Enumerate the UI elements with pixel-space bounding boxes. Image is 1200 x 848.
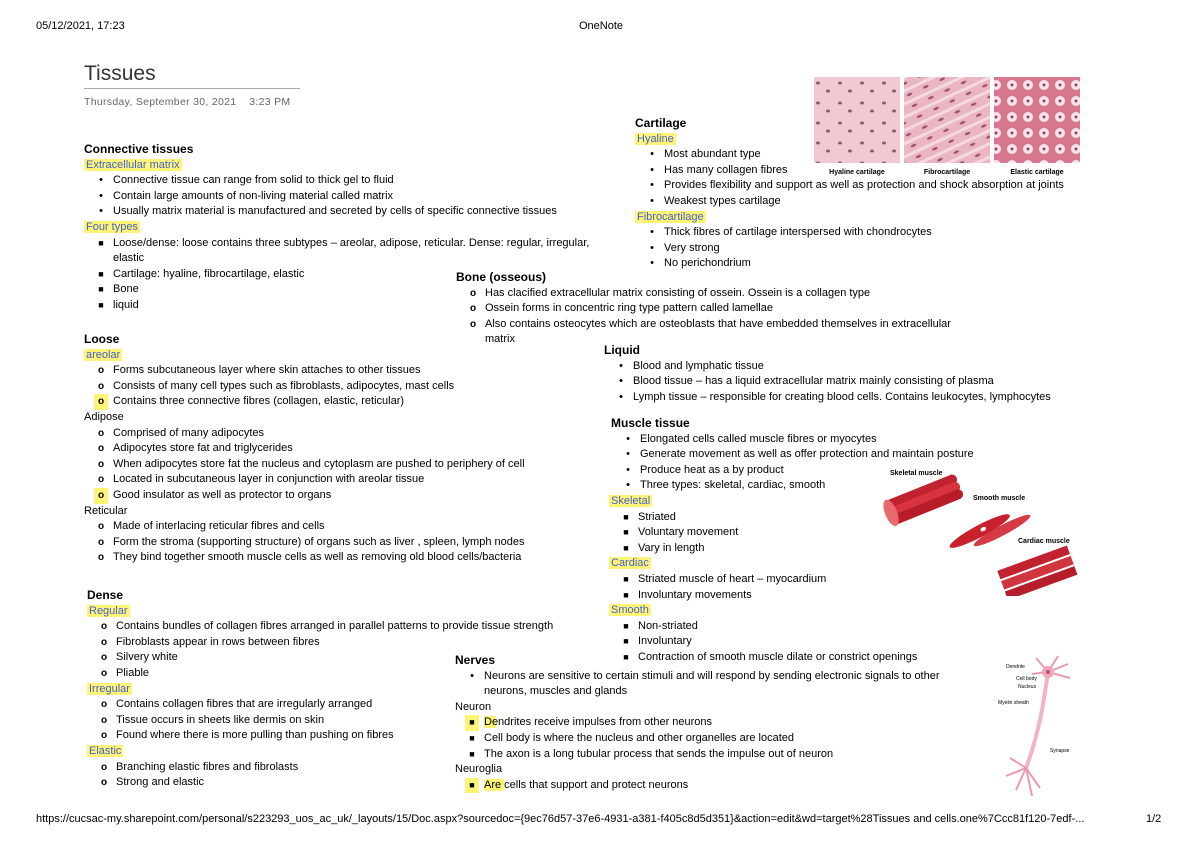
nucleus-caption: Nucleus	[1018, 684, 1037, 690]
list-item: o When adipocytes store fat the nucleus and cytoplasm are pushed to periphery of cell	[97, 457, 525, 470]
list-item: ■ Non-striated	[623, 619, 698, 632]
list-item-text: Are cells that support and protect neurons	[484, 778, 689, 791]
list-item: ■ Involuntary movements	[623, 588, 752, 601]
list-item: • Elongated cells called muscle fibres or myocytes	[626, 432, 877, 445]
list-item-text: Voluntary movement	[638, 526, 739, 539]
list-item: ■ Vary in length	[623, 541, 705, 554]
list-item: o Contains collagen fibres that are irregularly arranged	[100, 698, 373, 711]
list-item: o Contains bundles of collagen fibres arranged in parallel patterns to provide tissue strength	[100, 620, 554, 633]
synapse-caption: Synapse	[1050, 748, 1070, 754]
cell-body-caption: Cell body	[1016, 676, 1037, 682]
list-item-text: Contraction of smooth muscle dilate or constrict openings	[638, 650, 918, 663]
neuroglia-list	[455, 778, 995, 794]
list-item: o Ossein forms in concentric ring type pattern called lamellae	[469, 302, 773, 315]
connective-title: Connective tissues	[84, 142, 194, 156]
list-item-text: Forms subcutaneous layer where skin attaches to other tissues	[113, 364, 421, 377]
list-item-text: Elongated cells called muscle fibres or myocytes	[640, 432, 877, 445]
fibrocartilage-label-text: Fibrocartilage	[637, 210, 704, 223]
list-item: • Thick fibres of cartilage interspersed with chondrocytes	[650, 226, 932, 239]
list-item-text: Very strong	[664, 241, 720, 254]
adipose-list	[84, 426, 584, 504]
list-item: o Branching elastic fibres and fibrolasts	[100, 760, 299, 773]
list-item: ■ Contraction of smooth muscle dilate or constrict openings	[623, 650, 918, 663]
list-item-text: Usually matrix material is manufactured and secreted by cells of specific connective tissues	[113, 205, 557, 218]
skeletal-muscle-drawing	[880, 472, 965, 528]
list-item-text: Comprised of many adipocytes	[113, 426, 265, 439]
liquid-list	[604, 359, 1124, 406]
list-item-text: Generate movement as well as offer protection and maintain posture	[640, 448, 974, 461]
list-item-text: Blood tissue – has a liquid extracellular matrix mainly consisting of plasma	[633, 375, 994, 388]
areolar-list	[84, 363, 584, 410]
areolar-label-text: areolar	[86, 348, 121, 361]
list-item: ■ Involuntary	[623, 635, 692, 648]
nerves-list	[455, 669, 995, 700]
list-item: • Generate movement as well as offer protection and maintain posture	[626, 448, 974, 461]
list-item: o Good insulator as well as protector to organs	[84, 488, 584, 504]
list-item: • Produce heat as a by product	[626, 463, 784, 476]
skeletal-label-text: Skeletal	[611, 495, 651, 507]
list-item-text: Contains bundles of collagen fibres arranged in parallel patterns to provide tissue strength	[116, 620, 554, 633]
list-item-text: Adipocytes store fat and triglycerides	[113, 442, 293, 455]
liquid-title: Liquid	[604, 343, 640, 357]
print-url[interactable]: https://cucsac-my.sharepoint.com/personal/s223293_uos_ac_uk/_layouts/15/Doc.aspx?sourcedoc={9ec76d57-37e6-4931-a381-f405c8d5d351}&action=edit&wd=target%28Tissues and cells.one%7Ccc81f120-7edf-...	[36, 813, 1085, 825]
fibrocartilage-micrograph	[904, 77, 990, 163]
list-item: • Provides flexibility and support as well as protection and shock absorption at joints	[650, 179, 1064, 192]
list-item-text: Provides flexibility and support as well as protection and shock absorption at joints	[664, 179, 1064, 192]
page-date-text: Thursday, September 30, 2021	[84, 96, 237, 108]
smooth-muscle-drawing	[947, 501, 1033, 560]
list-item-text: Cartilage: hyaline, fibrocartilage, elastic	[113, 267, 305, 280]
dendrite-caption: Dendrite	[1006, 664, 1025, 670]
list-item: ■ Bone	[98, 283, 139, 296]
list-item: o Found where there is more pulling than pushing on fibres	[100, 729, 394, 742]
print-page-number: 1/2	[1146, 813, 1162, 825]
list-item-continuation	[455, 684, 995, 700]
list-item-text: Ossein forms in concentric ring type pattern called lamellae	[485, 302, 773, 315]
hyaline-label-text: Hyaline	[637, 132, 674, 145]
list-item-text: Pliable	[116, 666, 150, 679]
list-item-continuation	[84, 251, 644, 267]
nucleus-shape	[1046, 670, 1050, 674]
list-item-text: Has clacified extracellular matrix consisting of ossein. Ossein is a collagen type	[485, 286, 871, 299]
list-item-text: They bind together smooth muscle cells as well as removing old blood cells/bacteria	[113, 551, 522, 564]
list-item-text: Contains collagen fibres that are irregularly arranged	[116, 698, 373, 711]
list-item-text: Connective tissue can range from solid to thick gel to fluid	[113, 174, 394, 187]
list-item-text: Lymph tissue – responsible for creating blood cells. Contains leukocytes, lymphocytes	[633, 390, 1051, 403]
print-datetime: 05/12/2021, 17:23	[36, 20, 125, 32]
list-item-text: The axon is a long tubular process that sends the impulse out of neuron	[484, 747, 834, 760]
list-item-text: Non-striated	[638, 619, 698, 632]
neuron-label: Neuron	[455, 700, 492, 713]
regular-label-text: Regular	[89, 604, 128, 617]
list-item: • Weakest types cartilage	[650, 194, 781, 207]
dense-title: Dense	[87, 588, 124, 602]
cardiac-muscle-drawing	[997, 546, 1077, 596]
cardiac-label-text: Cardiac	[611, 557, 649, 570]
list-item: ■ liquid	[98, 298, 139, 311]
list-item: ■ The axon is a long tubular process that sends the impulse out of neuron	[469, 747, 834, 760]
list-item: o Tissue occurs in sheets like dermis on skin	[100, 713, 325, 726]
list-item: o Forms subcutaneous layer where skin attaches to other tissues	[97, 364, 421, 377]
neuron-illustration	[996, 650, 1086, 802]
hyaline-micrograph	[814, 77, 900, 163]
list-item-text: Vary in length	[638, 541, 705, 554]
bone-title: Bone (osseous)	[456, 270, 547, 284]
title-underline	[84, 88, 300, 89]
fibrocartilage-caption: Fibrocartilage	[923, 169, 971, 176]
list-item: • Contain large amounts of non-living material called matrix	[99, 189, 394, 202]
list-item-text: Neurons are sensitive to certain stimuli and will respond by sending electronic signals to other	[484, 669, 940, 682]
fibrocartilage-label	[635, 210, 1135, 226]
list-item-text: Involuntary movements	[638, 588, 752, 601]
list-item-text: Bone	[113, 283, 139, 296]
list-item: o Contains three connective fibres (collagen, elastic, reticular)	[84, 394, 584, 410]
list-item: • Blood and lymphatic tissue	[619, 359, 764, 372]
list-item-text: Most abundant type	[664, 148, 761, 161]
elastic-caption: Elastic cartilage	[1010, 169, 1064, 176]
cardiac-muscle-caption: Cardiac muscle	[1018, 538, 1070, 545]
list-item-text: Form the stroma (supporting structure) of organs such as liver , spleen, lymph nodes	[113, 535, 525, 548]
muscle-illustration	[880, 464, 1080, 596]
smooth-label-text: Smooth	[611, 604, 649, 617]
list-item-text: Branching elastic fibres and fibrolasts	[116, 760, 299, 773]
smooth-muscle-caption: Smooth muscle	[973, 495, 1026, 502]
page-date	[84, 96, 290, 108]
list-item-text: Produce heat as a by product	[640, 463, 784, 476]
regular-label	[87, 604, 607, 620]
page-time: 3:23 PM	[249, 96, 291, 108]
list-item: o Fibroblasts appear in rows between fibres	[100, 635, 320, 648]
list-item: o Form the stroma (supporting structure) of organs such as liver , spleen, lymph nodes	[97, 535, 525, 548]
list-item: • Connective tissue can range from solid to thick gel to fluid	[99, 174, 394, 187]
areolar-label	[84, 348, 584, 364]
list-item-text: Found where there is more pulling than pushing on fibres	[116, 729, 394, 742]
muscle-title: Muscle tissue	[611, 416, 690, 430]
list-item: o Strong and elastic	[100, 776, 205, 789]
bone-section	[456, 270, 996, 348]
list-item: o Consists of many cell types such as fibroblasts, adipocytes, mast cells	[97, 379, 455, 392]
list-item: o Made of interlacing reticular fibres and cells	[97, 520, 325, 533]
list-item-text: Striated	[638, 510, 676, 523]
list-item-text: matrix	[485, 333, 515, 346]
list-item-text: Blood and lymphatic tissue	[633, 359, 764, 372]
list-item-text: Good insulator as well as protector to organs	[113, 488, 332, 501]
page-title: Tissues	[84, 62, 156, 85]
list-item: • Most abundant type	[650, 148, 761, 161]
cartilage-micrographs-image	[812, 77, 1080, 177]
nerves-section	[455, 650, 995, 793]
list-item-text: Thick fibres of cartilage interspersed with chondrocytes	[664, 226, 932, 239]
list-item: • Three types: skeletal, cardiac, smooth	[626, 479, 826, 492]
list-item-text: Located in subcutaneous layer in conjunction with areolar tissue	[113, 473, 425, 486]
list-item-text: Tissue occurs in sheets like dermis on skin	[116, 713, 325, 726]
list-item: o Has clacified extracellular matrix consisting of ossein. Ossein is a collagen type	[469, 286, 871, 299]
list-item-text: Strong and elastic	[116, 776, 205, 789]
list-item-text: Weakest types cartilage	[664, 194, 781, 207]
elastic-label-text: Elastic	[89, 744, 122, 757]
list-item: o Located in subcutaneous layer in conjunction with areolar tissue	[97, 473, 425, 486]
types-label	[84, 220, 644, 236]
list-item-text: Also contains osteocytes which are osteoblasts that have embedded themselves in extracellular	[485, 317, 951, 330]
neuroglia-label: Neuroglia	[455, 763, 503, 776]
list-item-text: Contain large amounts of non-living material called matrix	[113, 189, 394, 202]
bone-list	[456, 286, 996, 348]
list-item: o Also contains osteocytes which are osteoblasts that have embedded themselves in extracellular	[469, 317, 951, 330]
list-item-text: Made of interlacing reticular fibres and cells	[113, 520, 325, 533]
list-item-text: Consists of many cell types such as fibroblasts, adipocytes, mast cells	[113, 379, 455, 392]
list-item: o They bind together smooth muscle cells as well as removing old blood cells/bacteria	[97, 551, 522, 564]
myelin-sheath-caption: Myelin sheath	[998, 700, 1029, 706]
list-item-text: Contains three connective fibres (collagen, elastic, reticular)	[113, 395, 405, 408]
list-item: ■ Voluntary movement	[623, 526, 739, 539]
liquid-section	[604, 343, 1124, 405]
cartilage-title: Cartilage	[635, 116, 687, 130]
list-item-text: Fibroblasts appear in rows between fibres	[116, 635, 320, 648]
list-item-text: Three types: skeletal, cardiac, smooth	[640, 479, 826, 492]
list-item-text: When adipocytes store fat the nucleus and cytoplasm are pushed to periphery of cell	[113, 457, 525, 470]
list-item: ■ Striated	[623, 510, 676, 523]
list-item: • Usually matrix material is manufactured and secreted by cells of specific connective tissues	[99, 205, 557, 218]
list-item-text: liquid	[113, 298, 139, 311]
list-item-text: Striated muscle of heart – myocardium	[638, 572, 827, 585]
list-item: o Adipocytes store fat and triglycerides	[97, 442, 293, 455]
loose-title: Loose	[84, 332, 120, 346]
matrix-label	[84, 158, 644, 174]
list-item-text: Involuntary	[638, 635, 692, 648]
types-label-text: Four types	[86, 220, 138, 233]
list-item: ■ Dendrites receive impulses from other neurons	[455, 715, 995, 731]
print-app-name: OneNote	[578, 20, 624, 32]
list-item-text: Loose/dense: loose contains three subtypes – areolar, adipose, reticular. Dense: regular, irregular,	[113, 236, 590, 249]
reticular-label: Reticular	[84, 504, 128, 517]
loose-section	[84, 332, 584, 566]
list-item-text: neurons, muscles and glands	[484, 685, 628, 698]
muscle-illustration-image	[880, 464, 1080, 596]
skeletal-muscle-caption: Skeletal muscle	[890, 470, 943, 477]
fibrocartilage-list	[635, 225, 1135, 272]
list-item: • Lymph tissue – responsible for creating blood cells. Contains leukocytes, lymphocytes	[619, 390, 1051, 403]
list-item: ■ Striated muscle of heart – myocardium	[623, 572, 827, 585]
list-item: o Comprised of many adipocytes	[97, 426, 265, 439]
list-item: • Very strong	[650, 241, 720, 254]
list-item: ■ Are cells that support and protect neurons	[455, 778, 995, 794]
reticular-list	[84, 519, 584, 566]
matrix-label-text: Extracellular matrix	[86, 158, 180, 171]
list-item-text: Silvery white	[116, 651, 178, 664]
smooth-label	[609, 603, 1009, 619]
list-item: o Pliable	[100, 666, 150, 679]
nerves-title: Nerves	[455, 653, 496, 667]
list-item-text: Dendrites receive impulses from other neurons	[484, 716, 713, 729]
list-item: • Blood tissue – has a liquid extracellular matrix mainly consisting of plasma	[619, 375, 994, 388]
list-item-text: No perichondrium	[664, 257, 751, 270]
list-item-text: Has many collagen fibres	[664, 163, 788, 176]
list-item-text: Cell body is where the nucleus and other organelles are located	[484, 731, 795, 744]
adipose-label: Adipose	[84, 410, 124, 423]
hyaline-caption: Hyaline cartilage	[829, 169, 885, 176]
list-item-text: elastic	[113, 252, 145, 265]
list-item: ■ Loose/dense: loose contains three subtypes – areolar, adipose, reticular. Dense: regular, irregular,	[98, 236, 590, 249]
neuron-list	[455, 715, 995, 762]
irregular-label-text: Irregular	[89, 682, 130, 695]
list-item: • Has many collagen fibres	[650, 163, 788, 176]
matrix-list	[84, 173, 644, 220]
elastic-micrograph	[994, 77, 1080, 163]
list-item: o Silvery white	[100, 651, 178, 664]
list-item: ■ Cell body is where the nucleus and other organelles are located	[469, 731, 795, 744]
list-item: • No perichondrium	[650, 257, 751, 270]
list-item: ■ Cartilage: hyaline, fibrocartilage, elastic	[98, 267, 305, 280]
list-item: • Neurons are sensitive to certain stimuli and will respond by sending electronic signals to other	[470, 669, 940, 682]
cartilage-micrographs	[812, 77, 1080, 177]
neuron-illustration-image	[996, 650, 1086, 802]
